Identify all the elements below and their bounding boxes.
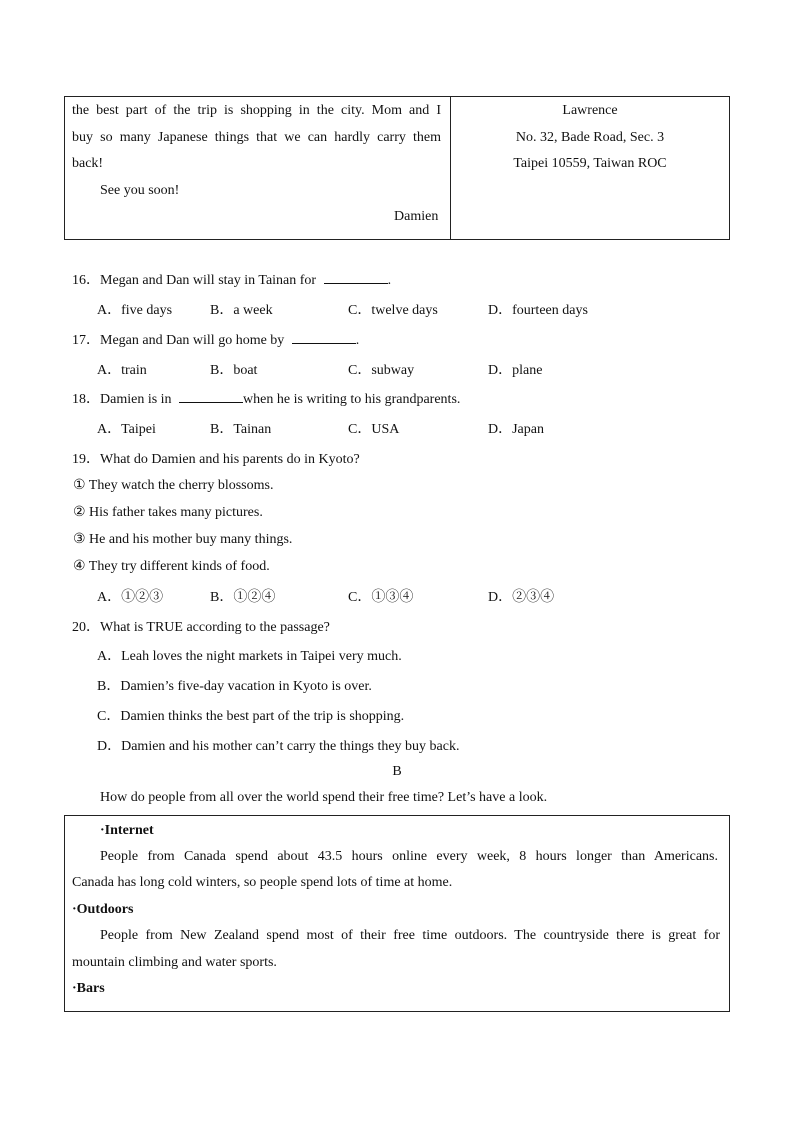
section-b-label: B <box>392 764 402 779</box>
question-17-end: . <box>355 333 360 348</box>
section-b-box <box>64 815 730 1012</box>
option-16-b: B．a week <box>210 303 273 318</box>
statement-2: ② His father takes many pictures. <box>73 505 263 520</box>
option-19-a: A．①②③ <box>97 590 164 605</box>
option-18-b: B．Tainan <box>210 422 272 437</box>
section-b-intro: How do people from all over the world spend their free time? Let’s have a look. <box>100 790 548 805</box>
option-19-d: D．②③④ <box>488 590 555 605</box>
address-name: Lawrence <box>562 103 618 118</box>
statement-1: ① They watch the cherry blossoms. <box>73 478 274 493</box>
question-18-stem: 18．Damien is in <box>72 392 172 407</box>
question-17-stem: 17．Megan and Dan will go home by <box>72 333 285 348</box>
internet-text: Canada has long cold winters, so people spend lots of time at home. <box>72 875 453 890</box>
question-16-end: . <box>387 273 392 288</box>
internet-text: People from Canada spend about 43.5 hours online every week, 8 hours longer than Americans. <box>100 849 718 864</box>
option-20-a: A．Leah loves the night markets in Taipei very much. <box>97 649 402 664</box>
outdoors-heading: ·Outdoors <box>72 902 134 917</box>
option-17-b: B．boat <box>210 363 258 378</box>
question-19-stem: 19．What do Damien and his parents do in Kyoto? <box>72 452 360 467</box>
internet-heading: ·Internet <box>100 823 154 838</box>
letter-line: buy so many Japanese things that we can hardly carry them <box>72 130 441 145</box>
answer-blank <box>179 390 243 403</box>
answer-blank <box>324 271 388 284</box>
answer-blank <box>292 331 356 344</box>
option-20-c: C．Damien thinks the best part of the trip is shopping. <box>97 709 405 724</box>
option-16-a: A．five days <box>97 303 173 318</box>
option-18-d: D．Japan <box>488 422 544 437</box>
letter-closing: See you soon! <box>100 183 180 198</box>
question-18-end: when he is writing to his grandparents. <box>243 392 461 407</box>
address-city: Taipei 10559, Taiwan ROC <box>513 156 667 171</box>
question-18 <box>72 388 460 408</box>
option-18-c: C．USA <box>348 422 400 437</box>
letter-line: back! <box>72 156 104 171</box>
option-19-b: B．①②④ <box>210 590 276 605</box>
letter-line: the best part of the trip is shopping in the city. Mom and I <box>72 103 441 118</box>
option-17-c: C．subway <box>348 363 415 378</box>
outdoors-text: mountain climbing and water sports. <box>72 955 277 970</box>
option-19-c: C．①③④ <box>348 590 414 605</box>
question-17 <box>72 329 359 349</box>
question-20-stem: 20．What is TRUE according to the passage? <box>72 620 330 635</box>
statement-4: ④ They try different kinds of food. <box>73 559 270 574</box>
bars-heading: ·Bars <box>72 981 105 996</box>
letter-signature: Damien <box>394 209 439 224</box>
option-17-a: A．train <box>97 363 147 378</box>
address-street: No. 32, Bade Road, Sec. 3 <box>515 130 665 145</box>
question-16 <box>72 269 391 289</box>
option-16-d: D．fourteen days <box>488 303 588 318</box>
option-16-c: C．twelve days <box>348 303 438 318</box>
option-18-a: A．Taipei <box>97 422 156 437</box>
option-20-d: D．Damien and his mother can’t carry the things they buy back. <box>97 739 460 754</box>
outdoors-text: People from New Zealand spend most of their free time outdoors. The countryside there is great for <box>100 928 720 943</box>
option-20-b: B．Damien’s five-day vacation in Kyoto is over. <box>97 679 372 694</box>
option-17-d: D．plane <box>488 363 543 378</box>
question-16-stem: 16．Megan and Dan will stay in Tainan for <box>72 273 317 288</box>
statement-3: ③ He and his mother buy many things. <box>73 532 293 547</box>
